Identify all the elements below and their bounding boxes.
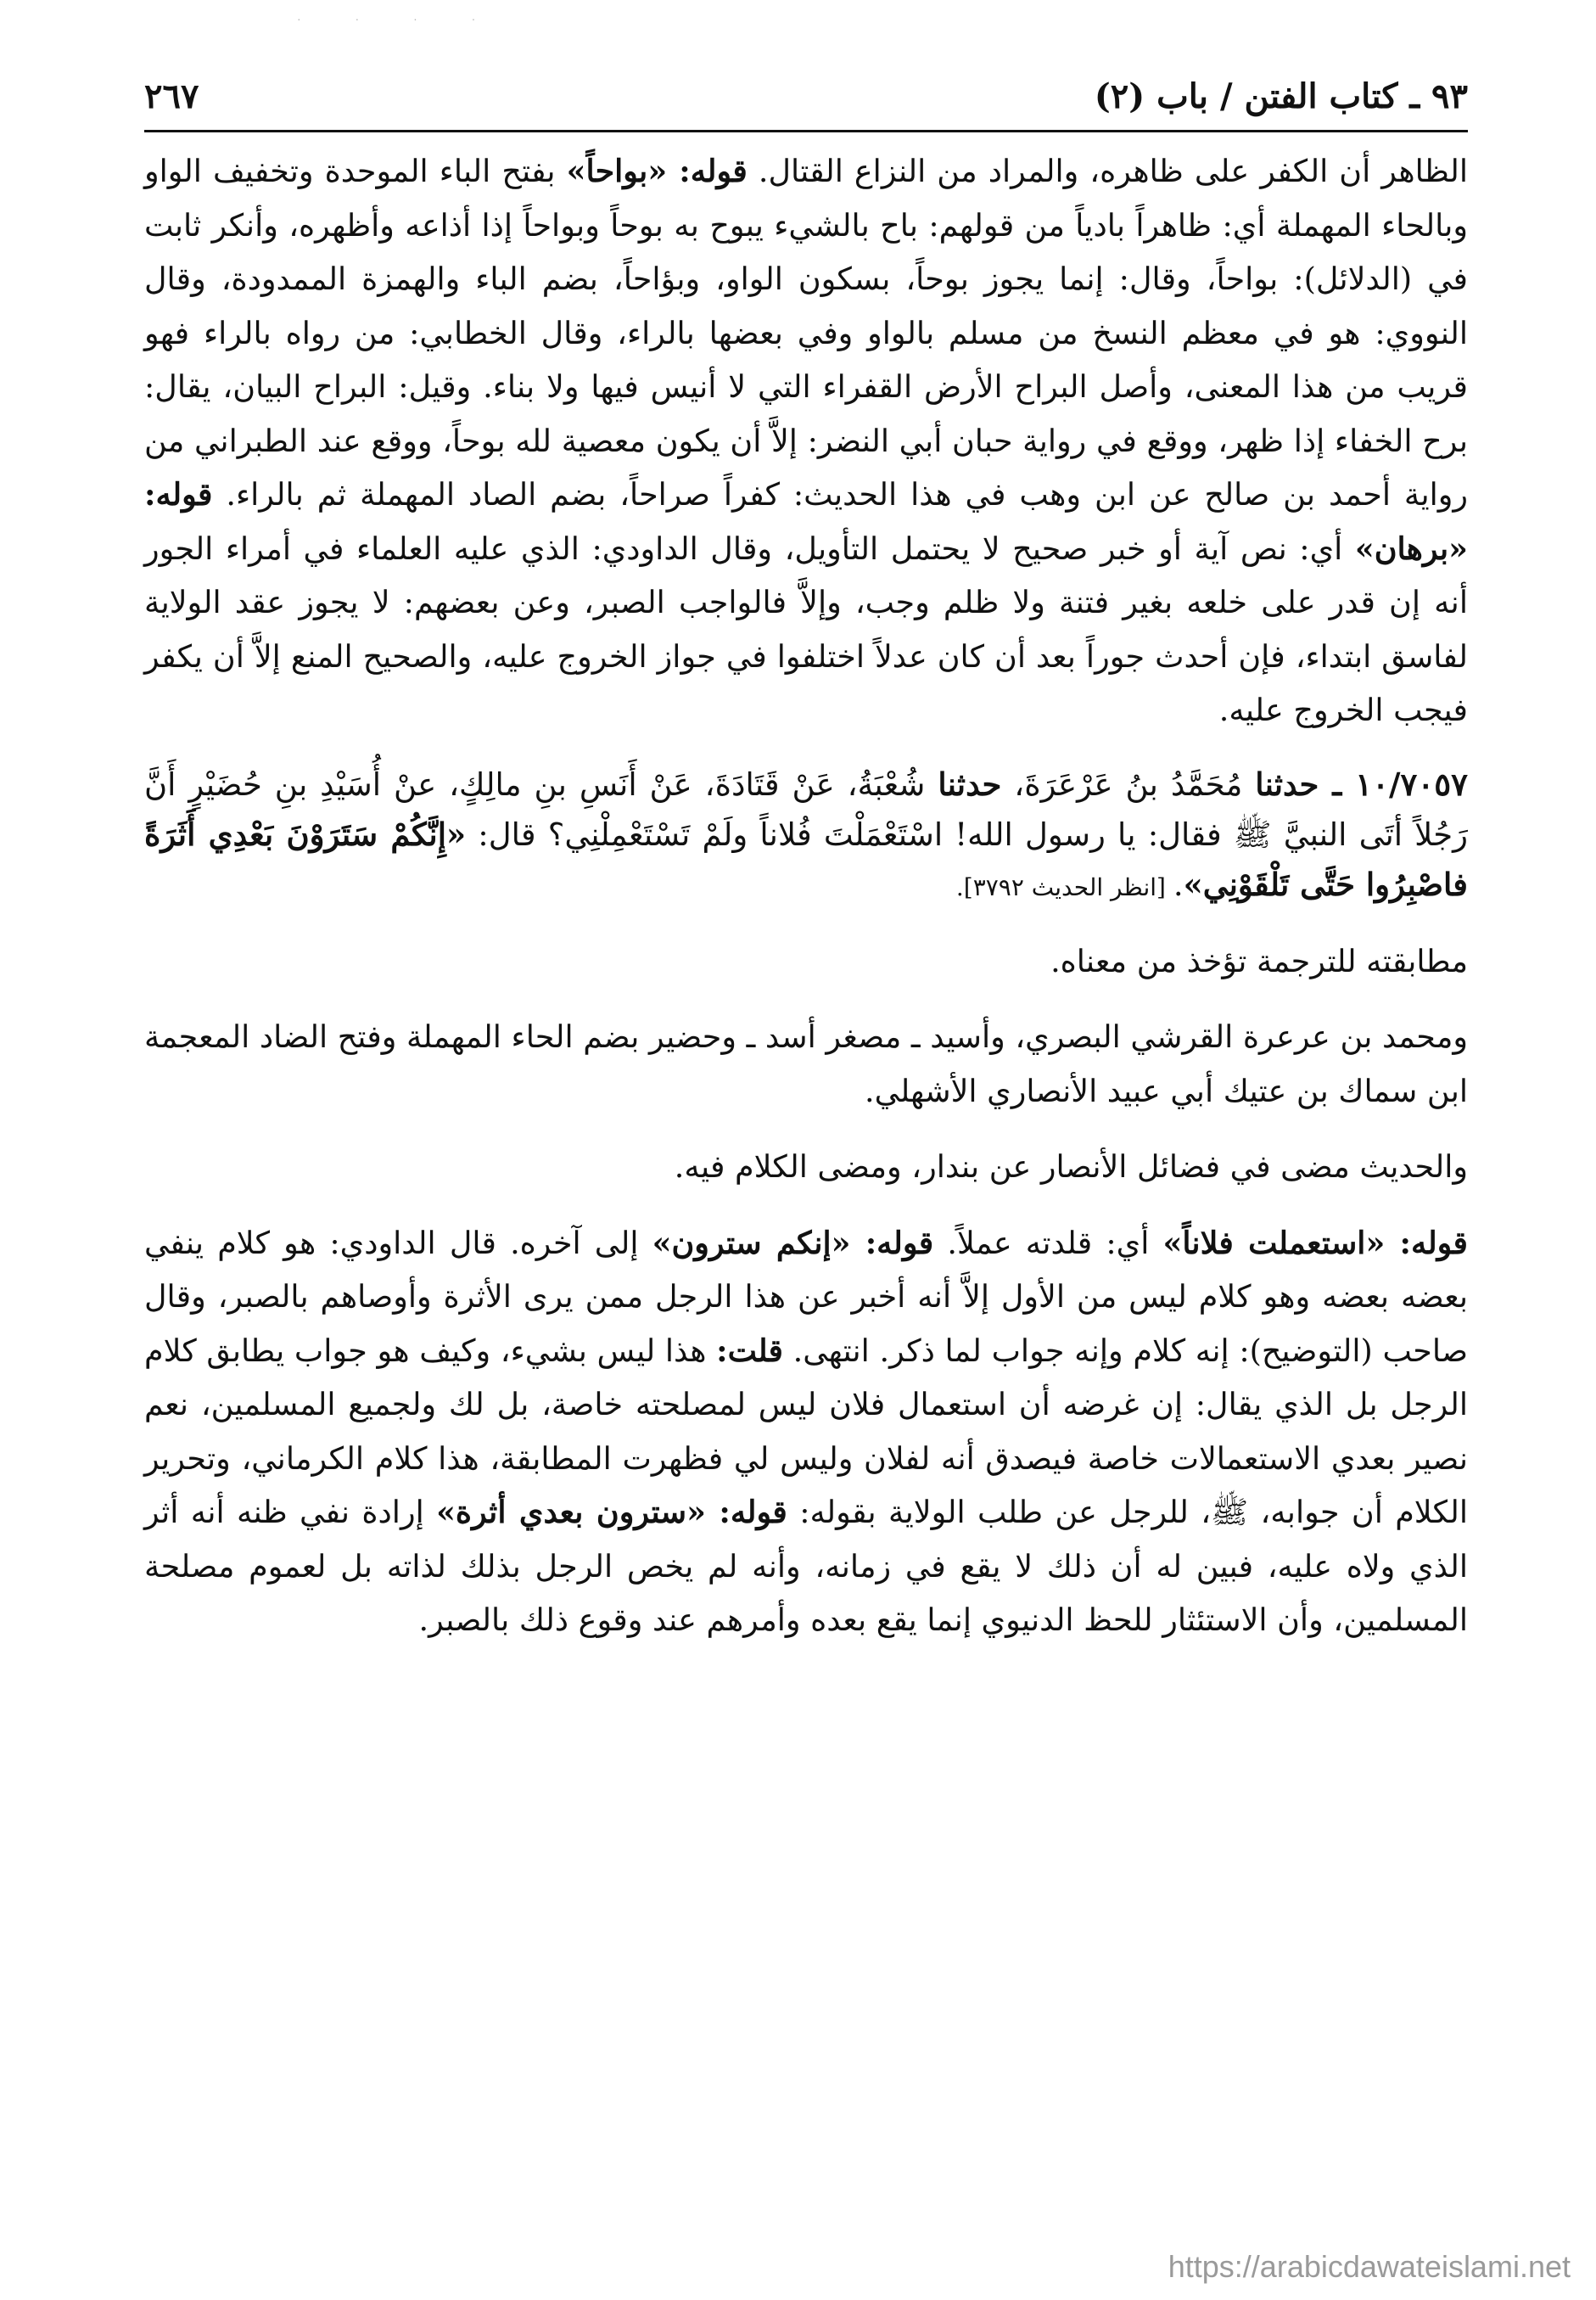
commentary-text: الظاهر أن الكفر على ظاهره، والمراد من النزاع القتال.	[747, 153, 1469, 189]
cross-reference: [انظر الحديث ٣٧٩٢].	[955, 872, 1173, 901]
source-watermark: https://arabicdawateislami.net	[1168, 2249, 1571, 2284]
narrators-paragraph: ومحمد بن عرعرة القرشي البصري، وأسيد ـ مصغر أسد ـ وحضير بضم الحاء المهملة وفتح الضاد المعجمة ابن سماك بن عتيك أبي عبيد الأنصاري الأشهلي.	[144, 1018, 1468, 1109]
commentary-text: إرادة نفي ظنه أنه أثر الذي ولاه عليه، فبين له أن ذلك لا يقع في زمانه، وأنه لم يخص الرجل بذلك لذاته بل لعموم مصلحة المسلمين، وأن الاستئثار للحظ الدنيوي إنما يقع بعده وأمرهم عند وقوع ذلك بالصبر.	[144, 1494, 1468, 1638]
previous-mention-paragraph: والحديث مضى في فضائل الأنصار عن بندار، ومضى الكلام فيه.	[674, 1148, 1468, 1185]
qawluh-label: قوله: «استعملت فلاناً»	[1162, 1224, 1468, 1261]
prophetic-quote: «إِنَّكُمْ سَتَرَوْنَ بَعْدِي أَثَرَةً فاصْبِرُوا حَتَّى تَلْقَوْنِي»	[144, 815, 1468, 903]
commentary-text: بفتح الباء الموحدة وتخفيف الواو وبالحاء المهملة أي: ظاهراً بادياً من قولهم: باح بالشيء يبوح به بوحاً وبواحاً إذا أذاعه وأظهره، وأنكر ثابت في (الدلائل): بواحاً، وقال: إنما يجوز بوحاً، بسكون الواو، وبؤاحاً، بضم الباء والهمزة الممدودة، وقال النووي: هو في معظم النسخ من مسلم بالواو وفي بعضها بالراء، وقال الخطابي: من رواه بالراء فهو قريب من هذا المعنى، وأصل البراح الأرض القفراء التي لا أنيس فيها ولا بناء. وقيل: البراح البيان، يقال: برح الخفاء إذا ظهر، ووقع في رواية حبان أبي النضر: إلاَّ أن يكون معصية لله بوحاً، ووقع عند الطبراني من رواية أحمد بن صالح عن ابن وهب في هذا الحديث: كفراً صراحاً، بضم الصاد المهملة ثم بالراء.	[144, 153, 1468, 513]
commentary-text: أي: نص آية أو خبر صحيح لا يحتمل التأويل، وقال الداودي: الذي عليه العلماء في أمراء الجور أنه إن قدر على خلعه بغير فتنة ولا ظلم وجب، وإلاَّ فالواجب الصبر، وعن بعضهم: لا يجوز عقد الولاية لفاسق ابتداء، فإن أحدث جوراً بعد أن كان عدلاً اختلفوا في جواز الخروج عليه، والصحيح المنع إلاَّ أن يكفر فيجب الخروج عليه.	[144, 530, 1468, 728]
page-header	[144, 76, 1468, 132]
qawluh-label: قوله: «إنكم سترون»	[652, 1224, 934, 1261]
match-paragraph: مطابقته للترجمة تؤخذ من معناه.	[1050, 942, 1468, 979]
hadith-chain: مُحَمَّدُ بنُ عَرْعَرَةَ،	[1001, 766, 1256, 803]
qawluh-label: قوله: «سترون بعدي أثرة»	[436, 1494, 787, 1530]
qawluh-label: قوله: «برهان»	[144, 476, 1468, 567]
hadith-paragraph	[144, 760, 1468, 912]
qultu-label: قلت:	[716, 1332, 783, 1369]
running-title: ٩٣ ـ كتاب الفتن / باب (٢)	[1094, 76, 1468, 116]
commentary-text: إلى آخره. قال الداودي: هو كلام ينفي بعضه بعضه وهو كلام ليس من الأول إلاَّ أنه أخبر عن هذا الرجل ممن يرى الأثرة وأوصاهم بالصبر، وقال صاحب (التوضيح): إنه كلام وإنه جواب لما ذكر. انتهى.	[144, 1224, 1468, 1369]
qawluh-label: قوله: «بواحاً»	[566, 153, 748, 189]
page-number: ٢٦٧	[144, 76, 199, 116]
commentary-paragraph-3	[144, 1216, 1468, 1647]
haddathana-label: حدثنا	[938, 765, 1002, 803]
scan-specks: · · · ·	[297, 12, 501, 25]
hadith-number: ١٠/٧٠٥٧ ـ حدثنا	[1255, 765, 1468, 803]
hadith-chain: شُعْبَةُ، عَنْ قَتَادَةَ، عَنْ أَنَسِ بنِ مالِكٍ، عنْ أُسَيْدِ بنِ حُضَيْرٍ أَنَّ رَجُلاً أتَى النبيَّ ﷺ فقال: يا رسول الله! اسْتَعْمَلْتَ فُلاناً ولَمْ تَسْتَعْمِلْنِي؟ قال:	[144, 766, 1468, 853]
commentary-text: أي: قلدته عملاً.	[933, 1224, 1163, 1261]
hadith-end: .	[1173, 866, 1184, 903]
commentary-text: هذا ليس بشيء، وكيف هو جواب يطابق كلام الرجل بل الذي يقال: إن غرضه أن استعمال فلان ليس لمصلحته خاصة، بل لك ولجميع المسلمين، نعم نصير بعدي الاستعمالات خاصة فيصدق أنه لفلان وليس لي فظهرت المطابقة، هذا كلام الكرماني، وتحرير الكلام أن جوابه، ﷺ، للرجل عن طلب الولاية بقوله:	[144, 1332, 1468, 1530]
commentary-paragraph-1	[144, 144, 1468, 738]
book-page	[144, 76, 1468, 1647]
